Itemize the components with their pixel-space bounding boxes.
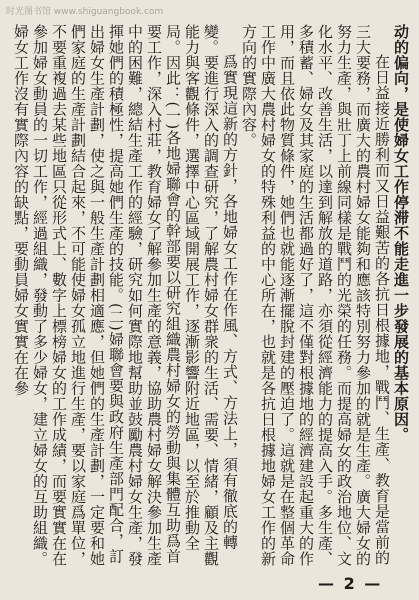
paragraph-1 bbox=[391, 24, 410, 572]
paragraph-1-bold: 动的偏向，是使婦女工作停滞不能走進一步發展的基本原因。 bbox=[392, 24, 410, 443]
paragraph-3 bbox=[12, 24, 239, 572]
page-number: — 2 — bbox=[318, 574, 383, 593]
paragraph-2-text: 在日益接近勝利而又日益艱苦的各抗日根據地，戰鬥、生產、教育是當前的三大要務，而廣大的農村婦女能夠和應該特別努力參加的就是生產。廣大婦女的努力生產，與壯丁上前線同樣是戰鬥的光榮的任務。而提高婦女的政治地位、文化水平、改善生活，以達到解放的道路，亦須從經濟能力的提高入手。多生產、多積蓄、婦女及其家庭的生活都過好了，這不僅對根據地的經濟建設起重大的作用，而且依此物質條件，她們也就能逐漸擺脫封建的壓迫了。這就是在整個革命工作中廣大農村婦女的特殊利益的中心所在，也就是各抗日根據地婦女工作的新方向的實際內容。 bbox=[240, 24, 391, 567]
paragraph-2 bbox=[239, 24, 391, 572]
paragraph-3-text: 爲實現這新的方針，各地婦女工作在作風、方式、方法上，須有徹底的轉變。要進行深入的調查研究，了解農村婦女群衆的生活、需要、情緒，顧及主觀能力與客觀條件，選擇中心區域開展工作，逐漸影響附近地區，以至於推動全局。因此：(一)各地婦聯會的幹部要以研究組織農村婦女的勞動與集體互助爲首要工作，深入村莊，教育婦女了解參加生產的意義，協助農村婦女解決參加生產中的困難，總結生產工作的經驗，研究如何實際地幫助並鼓勵農村婦女生產，發揮她們的積極性，提高她們生產的技能。(二)婦聯會要與政府生產部門配合，訂出婦女生產計劃，使之與一般生產計劃相適應，但她們的生產計劃，一定要和她們家庭的生產計劃結合起來，不可能使婦女孤立地進行生產，要以家庭爲單位，不要重複過去某些地區只從形式上、數字上標榜婦女的工作成績，而要實實在在參加婦女動員的一切工作，經過組織，發動了多少婦女，建立婦女的互助組織。婦女工作沒有實際內容的缺點，要動員婦女實實在在參 bbox=[12, 24, 239, 567]
watermark: 时光图书馆 www.shiguangbook.com bbox=[6, 7, 164, 17]
vertical-text-body bbox=[12, 24, 410, 572]
